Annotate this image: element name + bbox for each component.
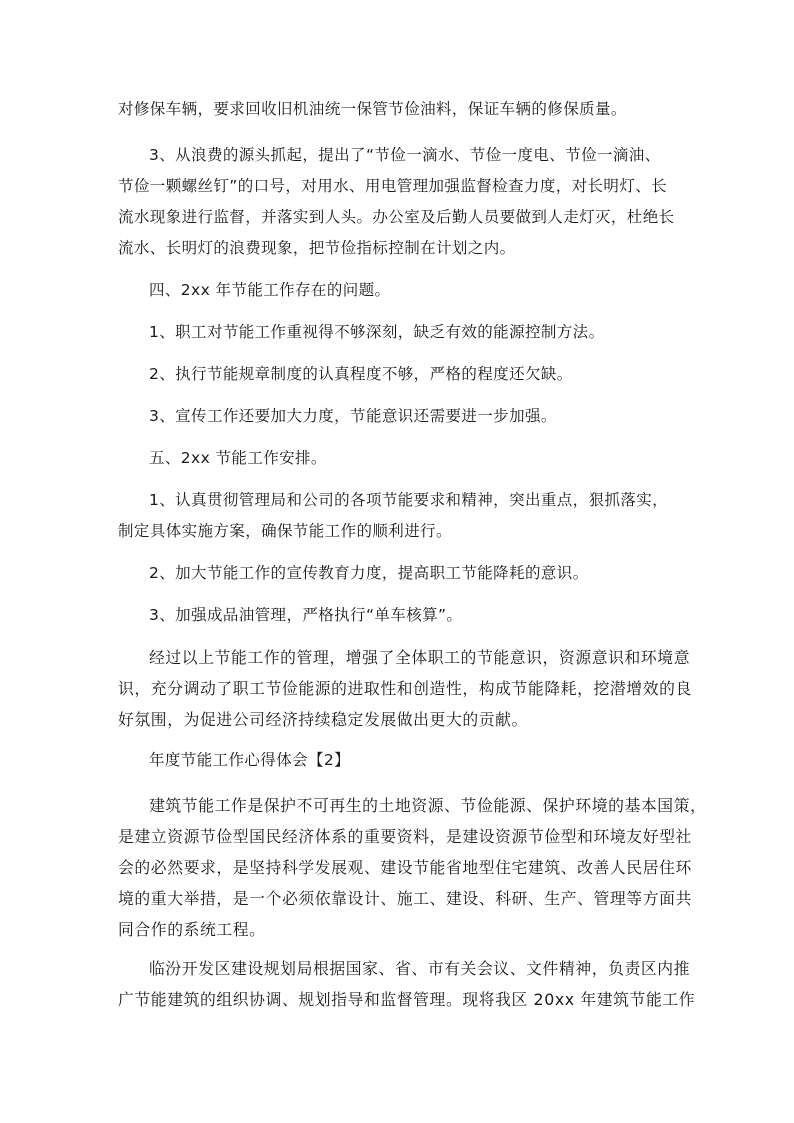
text-line: 临汾开发区建设规划局根据国家、省、市有关会议、文件精神，负责区内推	[149, 959, 691, 978]
text-line: 好氛围，为促进公司经济持续稳定发展做出更大的贡献。	[118, 710, 528, 729]
list-item-arrangement-2	[118, 558, 678, 589]
text-line: 1、认真贯彻管理局和公司的各项节能要求和精神，突出重点，狠抓落实，	[149, 491, 669, 509]
text-line: 节俭一颗螺丝钉”的口号，对用水、用电管理加强监督检查力度，对长明灯、长	[118, 177, 668, 195]
text-line: 3、从浪费的源头抓起，提出了“节俭一滴水、节俭一度电、节俭一滴油、	[149, 146, 661, 164]
text-line: 流水、长明灯的浪费现象，把节俭指标控制在计划之内。	[118, 239, 516, 257]
text-line: 3、宣传工作还要加大力度，节能意识还需要进一步加强。	[149, 407, 557, 425]
text-line: 制定具体实施方案，确保节能工作的顺利进行。	[118, 522, 452, 540]
text-line: 五、2xx 节能工作安排。	[149, 449, 327, 467]
list-item-arrangement-1	[118, 485, 678, 547]
text-line: 年度节能工作心得体会【2】	[149, 751, 351, 769]
paragraph-waste-source	[118, 140, 678, 264]
list-item-arrangement-3	[118, 600, 678, 631]
text-line: 建筑节能工作是保护不可再生的土地资源、节俭能源、保护环境的基本国策，	[149, 796, 707, 815]
list-item-problem-2	[118, 359, 678, 390]
paragraph-conclusion	[118, 642, 692, 735]
list-item-problem-3	[118, 401, 678, 432]
text-line: 广节能建筑的组织协调、规划指导和监督管理。现将我区 20xx 年建筑节能工作	[118, 990, 696, 1009]
section-title-part-2	[118, 745, 678, 776]
text-line: 识，充分调动了职工节俭能源的进取性和创造性，构成节能降耗，挖潜增效的良	[118, 679, 692, 698]
paragraph-vehicle-maintenance	[118, 94, 678, 125]
text-line: 3、加强成品油管理，严格执行“单车核算”。	[149, 606, 463, 624]
section-heading-problems	[118, 275, 678, 306]
text-line: 流水现象进行监督，并落实到人头。办公室及后勤人员要做到人走灯灭，杜绝长	[118, 208, 675, 226]
text-line: 是建立资源节俭型国民经济体系的重要资料，是建设资源节俭型和环境友好型社	[118, 827, 692, 846]
text-line: 四、2xx 年节能工作存在的问题。	[149, 281, 391, 299]
text-line: 同合作的系统工程。	[118, 920, 266, 939]
text-line: 境的重大举措，是一个必须依靠设计、施工、建设、科研、生产、管理等方面共	[118, 889, 692, 908]
text-line: 1、职工对节能工作重视得不够深刻，缺乏有效的能源控制方法。	[149, 323, 605, 341]
list-item-problem-1	[118, 317, 678, 348]
text-line: 经过以上节能工作的管理，增强了全体职工的节能意识，资源意识和环境意	[149, 648, 691, 667]
text-line: 2、加大节能工作的宣传教育力度，提高职工节能降耗的意识。	[149, 564, 589, 582]
section-heading-arrangements	[118, 443, 678, 474]
text-line: 2、执行节能规章制度的认真程度不够，严格的程度还欠缺。	[149, 365, 573, 383]
paragraph-linfen-district	[118, 953, 696, 1015]
text-line: 对修保车辆，要求回收旧机油统一保管节俭油料，保证车辆的修保质量。	[118, 100, 627, 118]
paragraph-building-energy	[118, 790, 707, 945]
text-line: 会的必然要求，是坚持科学发展观、建设节能省地型住宅建筑、改善人民居住环	[118, 858, 692, 877]
